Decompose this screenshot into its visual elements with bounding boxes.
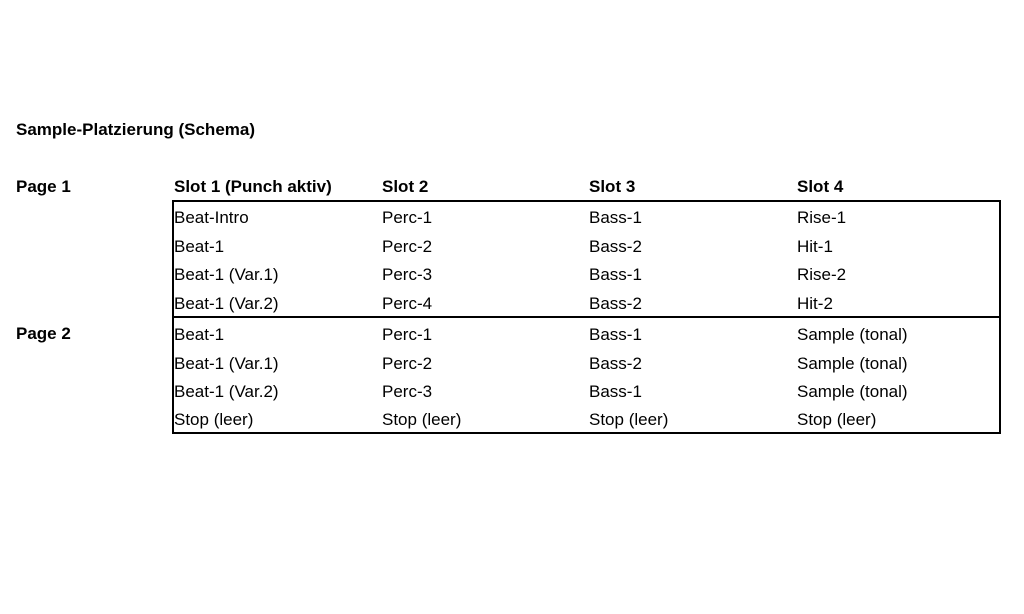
table-row xyxy=(174,406,999,434)
table-cell: Bass-2 xyxy=(589,354,642,373)
table-cell: Perc-2 xyxy=(382,354,433,373)
table-row xyxy=(174,350,999,378)
table-cell: Perc-4 xyxy=(382,294,433,313)
table-row xyxy=(174,321,999,349)
table-cell: Stop (leer) xyxy=(174,410,254,429)
header-slot-1: Slot 1 (Punch aktiv) xyxy=(174,177,332,196)
table-cell: Rise-2 xyxy=(797,265,847,284)
page-2-label: Page 2 xyxy=(16,324,71,343)
table-row xyxy=(174,233,999,261)
table-cell: Stop (leer) xyxy=(589,410,669,429)
table-cell: Stop (leer) xyxy=(797,410,877,429)
table-row xyxy=(174,290,999,318)
header-slot-4: Slot 4 xyxy=(797,177,844,196)
table-cell: Stop (leer) xyxy=(382,410,462,429)
page-2-table xyxy=(172,316,1001,434)
table-cell: Bass-1 xyxy=(589,382,642,401)
table-cell: Beat-1 xyxy=(174,325,225,344)
table-cell: Perc-2 xyxy=(382,237,433,256)
table-cell: Beat-Intro xyxy=(174,208,249,227)
slot-header-row xyxy=(174,175,1004,199)
table-row xyxy=(174,378,999,406)
table-cell: Beat-1 (Var.2) xyxy=(174,294,279,313)
page-1-table xyxy=(172,200,1001,318)
table-cell: Bass-1 xyxy=(589,265,642,284)
table-cell: Bass-1 xyxy=(589,325,642,344)
table-cell: Bass-2 xyxy=(589,294,642,313)
table-cell: Bass-2 xyxy=(589,237,642,256)
table-cell: Beat-1 (Var.1) xyxy=(174,265,279,284)
table-cell: Perc-1 xyxy=(382,325,433,344)
table-cell: Beat-1 (Var.2) xyxy=(174,382,279,401)
table-cell: Beat-1 xyxy=(174,237,225,256)
table-cell: Rise-1 xyxy=(797,208,847,227)
table-cell: Hit-2 xyxy=(797,294,833,313)
table-cell: Hit-1 xyxy=(797,237,833,256)
table-cell: Sample (tonal) xyxy=(797,354,908,373)
page-1-label: Page 1 xyxy=(16,177,71,196)
table-cell: Sample (tonal) xyxy=(797,325,908,344)
table-cell: Beat-1 (Var.1) xyxy=(174,354,279,373)
header-slot-3: Slot 3 xyxy=(589,177,636,196)
table-cell: Perc-1 xyxy=(382,208,433,227)
table-row xyxy=(174,261,999,289)
table-cell: Bass-1 xyxy=(589,208,642,227)
table-cell: Perc-3 xyxy=(382,265,433,284)
table-cell: Sample (tonal) xyxy=(797,382,908,401)
table-cell: Perc-3 xyxy=(382,382,433,401)
table-row xyxy=(174,204,999,232)
header-slot-2: Slot 2 xyxy=(382,177,429,196)
document-title: Sample-Platzierung (Schema) xyxy=(16,120,256,139)
